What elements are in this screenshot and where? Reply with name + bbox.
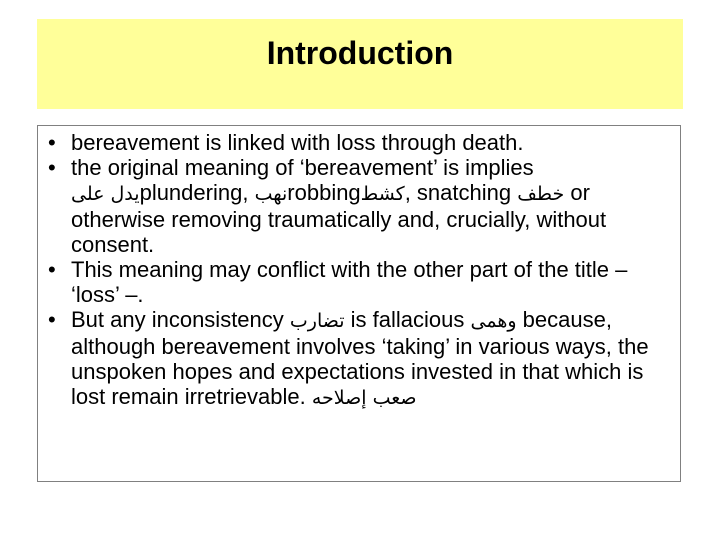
slide-title: Introduction	[266, 35, 454, 71]
bullet-icon: •	[48, 257, 56, 282]
bullet-text: is fallacious	[350, 307, 465, 332]
arabic-gloss: خطف	[517, 183, 565, 205]
bullet-list	[48, 130, 674, 411]
arabic-gloss: نهب	[254, 183, 288, 205]
bullet-text: But any inconsistency	[71, 307, 284, 332]
bullet-text: bereavement is linked with loss through death.	[71, 130, 524, 155]
bullet-item-1	[48, 130, 674, 155]
bullet-text: plundering,	[139, 180, 249, 205]
bullet-text: robbing	[287, 180, 361, 205]
content-box	[37, 125, 681, 482]
bullet-text: the original meaning of ‘bereavement’ is implies	[71, 155, 534, 180]
arabic-gloss: وهمى	[470, 310, 517, 332]
bullet-text: This meaning may conflict with the other part of the title – ‘loss’ –.	[71, 257, 628, 307]
bullet-text: or otherwise removing traumatically and, crucially, without consent.	[71, 180, 607, 257]
bullet-text: because, although bereavement involves ‘taking’ in various ways, the unspoken hopes and expectations invested in that which is lost remain irretrievable.	[71, 307, 649, 409]
arabic-gloss: يدل على	[71, 183, 140, 205]
bullet-icon: •	[48, 155, 56, 180]
arabic-gloss: تضارب	[289, 310, 345, 332]
bullet-item-2	[48, 155, 674, 257]
title-box	[37, 19, 683, 109]
arabic-gloss: صعب إصلاحه	[311, 387, 417, 409]
bullet-item-3	[48, 257, 674, 307]
arabic-gloss: كشط	[360, 183, 405, 205]
bullet-text: , snatching	[404, 180, 512, 205]
bullet-icon: •	[48, 130, 56, 155]
bullet-icon: •	[48, 307, 56, 332]
bullet-item-4	[48, 307, 674, 411]
